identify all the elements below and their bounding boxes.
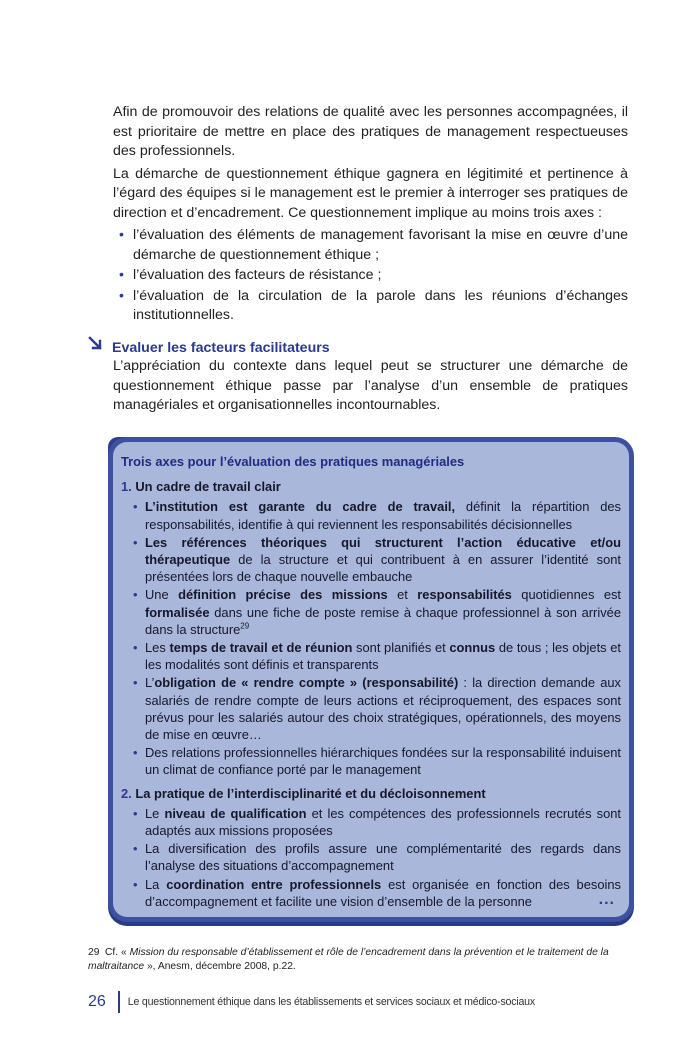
box-item-text: dans une fiche de poste remise à chaque professionnel à son arrivée dans la structure — [145, 604, 621, 637]
intro-bullet-item — [113, 287, 628, 326]
intro-bullet-list — [113, 226, 628, 326]
box-item-text: responsabilités — [417, 587, 512, 603]
page-footer — [88, 990, 535, 1014]
section-paragraph-block — [113, 357, 628, 419]
bullet-icon: • — [133, 640, 138, 656]
box-item-text: est organisée en fonction des besoins d’accompagnement et facilite une vision d’ensemble de la personne — [145, 876, 621, 909]
bullet-icon: • — [133, 587, 138, 603]
bullet-icon: • — [133, 805, 138, 821]
box-list-item — [121, 805, 621, 839]
box-item-text: de la structure et qui contribuent à en assurer l’identité sont présentées lors de chaque nouvelle embauche — [145, 552, 621, 585]
axis-2-title: La pratique de l’interdisciplinarité et du décloisonnement — [135, 785, 486, 801]
section-paragraph: L’appréciation du contexte dans lequel peut se structurer une démarche de questionnement éthique passe par l’analyse d’un ensemble de pratiques managériales et organisationnelles incontournables. — [113, 358, 628, 413]
box-item-text: Les références théoriques qui structurent l’action éducative et/ou thérapeutique — [145, 534, 621, 568]
axis-1-number: 1. — [121, 479, 132, 495]
bullet-icon: • — [119, 267, 124, 283]
axis-2-heading — [121, 785, 621, 802]
intro-bullet-item — [113, 266, 628, 286]
box-list-item — [121, 876, 621, 910]
box-item-text: 29 — [240, 621, 250, 631]
bullet-icon: • — [119, 227, 124, 243]
axis-1-heading — [121, 478, 621, 495]
box-item-text: formalisée — [145, 604, 210, 620]
axis-1-list — [121, 498, 621, 778]
box-item-text: définition précise des missions — [178, 587, 388, 603]
bullet-icon: • — [133, 675, 138, 691]
bullet-icon: • — [133, 841, 138, 857]
intro-bullet-item — [113, 226, 628, 265]
box-list-item — [121, 586, 621, 638]
box-item-text: obligation de « rendre compte » (responsabilité) — [154, 675, 459, 691]
box-item-text: quotidiennes est — [511, 587, 622, 603]
intro-bullet-text: l’évaluation des éléments de management favorisant la mise en œuvre d’une démarche de questionnement éthique ; — [133, 227, 628, 263]
section-heading-text: Evaluer les facteurs facilitateurs — [112, 340, 330, 356]
box-item-text: : la direction demande aux salariés de rendre compte de leurs actions et réciproquement, des espaces sont prévus pour les salariés autour des choix stratégiques, opérationnels, des moyens de mise en œuvre… — [145, 675, 621, 743]
bullet-icon: • — [133, 499, 138, 515]
box-item-text: temps de travail et de réunion — [169, 640, 353, 656]
info-box — [113, 442, 629, 917]
box-item-text: Le — [145, 805, 165, 821]
axis-2-list — [121, 805, 621, 910]
box-list-item — [121, 639, 621, 673]
box-item-text: Une — [145, 587, 179, 603]
axis-2-number: 2. — [121, 785, 132, 801]
box-item-text: de tous ; les objets et les modalités sont définis et transparents — [145, 640, 621, 673]
box-item-text: L’ — [145, 675, 155, 691]
footnote-prefix: Cf. « — [105, 947, 130, 958]
intro-paragraph-2: La démarche de questionnement éthique gagnera en légitimité et pertinence à l’égard des équipes si le management est le premier à interroger ses pratiques de direction et d’encadrement. Ce questionnement implique au moins trois axes : — [113, 165, 628, 221]
box-item-text: connus — [449, 640, 496, 656]
footnote-suffix: », Anesm, décembre 2008, p.22. — [144, 961, 296, 972]
footnote — [88, 946, 628, 974]
arrow-down-right-icon — [88, 336, 112, 356]
intro-block — [113, 103, 628, 327]
box-title: Trois axes pour l’évaluation des pratiques managériales — [121, 454, 465, 469]
box-item-text: La diversification des profils assure une complémentarité des regards dans l’analyse des situations d’accompagnement — [145, 841, 621, 874]
box-item-text: et les compétences des professionnels recrutés sont adaptés aux missions proposées — [145, 805, 621, 839]
box-item-text: définit la répartition des responsabilités, identifie à qui reviennent les responsabilités décisionnelles — [145, 499, 621, 532]
box-item-text: sont planifiés et — [352, 640, 450, 656]
bullet-icon: • — [133, 534, 138, 550]
box-item-text: coordination entre professionnels — [166, 876, 382, 892]
footer-divider — [118, 991, 120, 1013]
continued-ellipsis: ... — [598, 891, 615, 908]
box-item-text: Des relations professionnelles hiérarchiques fondées sur la responsabilité induisent un climat de confiance porté par le management — [145, 745, 621, 778]
bullet-icon: • — [133, 876, 138, 892]
box-list-item — [121, 840, 621, 874]
bullet-icon: • — [133, 745, 138, 761]
footnote-number: 29 — [88, 947, 100, 958]
box-list-item — [121, 744, 621, 778]
box-item-text: La — [145, 876, 167, 892]
axis-1-title: Un cadre de travail clair — [135, 479, 281, 495]
page-number: 26 — [88, 993, 106, 1010]
box-item-text: niveau de qualification — [164, 805, 307, 821]
box-item-text: Les — [145, 640, 170, 656]
bullet-icon: • — [119, 287, 124, 304]
intro-paragraph-1: Afin de promouvoir des relations de qualité avec les personnes accompagnées, il est prioritaire de mettre en place des pratiques de management respectueuses des professionnels. — [113, 104, 628, 159]
box-list-item — [121, 534, 621, 586]
intro-bullet-text: l’évaluation des facteurs de résistance ; — [133, 267, 382, 283]
box-list-item — [121, 498, 621, 532]
footnote-title: Mission du responsable d’établissement et rôle de l’encadrement dans la prévention et le traitement de la maltraitance — [88, 947, 609, 972]
footer-title: Le questionnement éthique dans les établissements et services sociaux et médico-sociaux — [127, 996, 535, 1008]
intro-bullet-text: l’évaluation de la circulation de la parole dans les réunions d’échanges institutionnelles. — [133, 287, 628, 323]
box-item-text: et — [387, 587, 418, 603]
section-heading — [88, 336, 628, 356]
box-item-text: L’institution est garante du cadre de travail, — [145, 499, 456, 515]
box-list-item — [121, 674, 621, 743]
